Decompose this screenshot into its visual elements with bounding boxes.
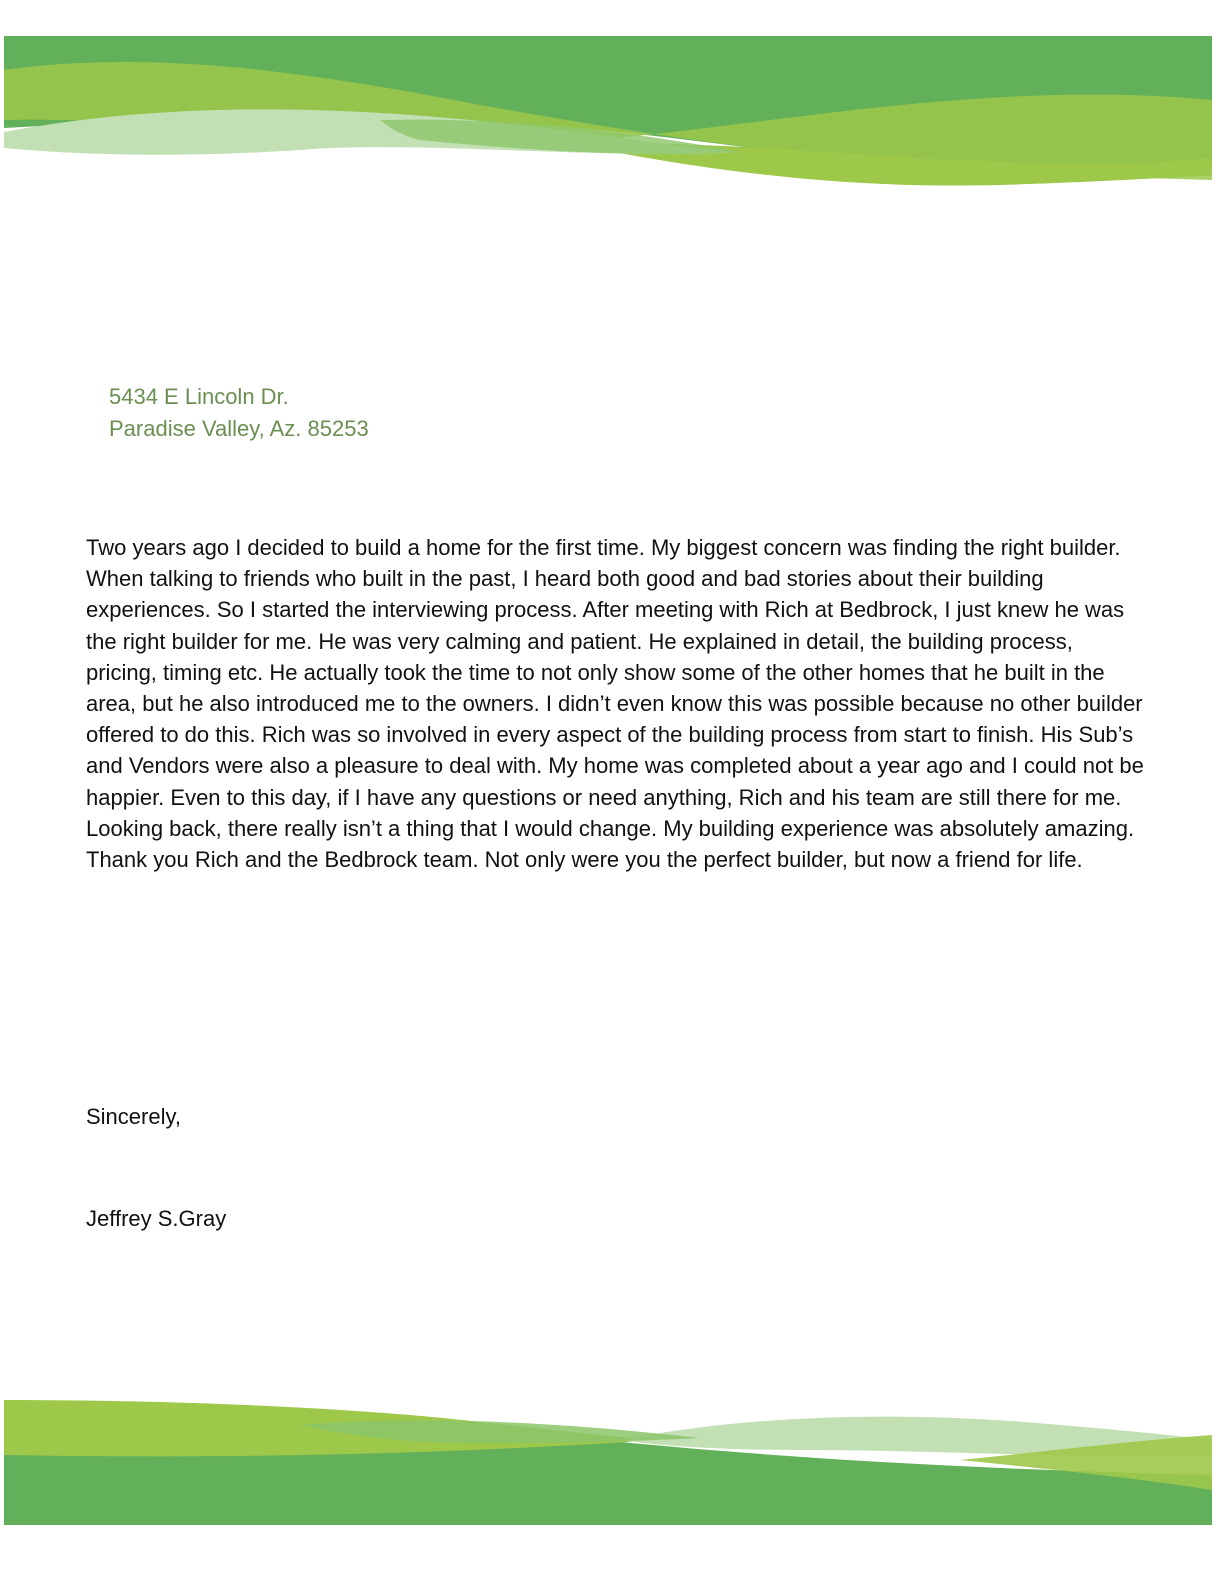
footer-wave-decoration [0, 1380, 1224, 1530]
letter-body: Two years ago I decided to build a home for the first time. My biggest concern was finding the right builder. When talking to friends who built in the past, I heard both good and bad stories about their building experiences. So I started the interviewing process. After meeting with Rich at Bedbrock, I just knew he was the right builder for me. He was very calming and patient. He explained in detail, the building process, pricing, timing etc. He actually took the time to not only show some of the other homes that he built in the area, but he also introduced me to the owners. I didn’t even know this was possible because no other builder offered to do this. Rich was so involved in every aspect of the building process from start to finish. His Sub’s and Vendors were also a pleasure to deal with. My home was completed about a year ago and I could not be happier. Even to this day, if I have any questions or need anything, Rich and his team are still there for me. Looking back, there really isn’t a thing that I would change. My building experience was absolutely amazing. Thank you Rich and the Bedbrock team. Not only were you the perfect builder, but now a friend for life. [86, 535, 1144, 873]
sender-address [109, 381, 369, 445]
address-city-state-zip: Paradise Valley, Az. 85253 [109, 416, 369, 441]
letter-closing: Sincerely, [86, 1104, 181, 1129]
address-street: 5434 E Lincoln Dr. [109, 384, 289, 409]
header-wave-decoration [0, 0, 1224, 200]
letter-signature: Jeffrey S.Gray [86, 1206, 227, 1231]
